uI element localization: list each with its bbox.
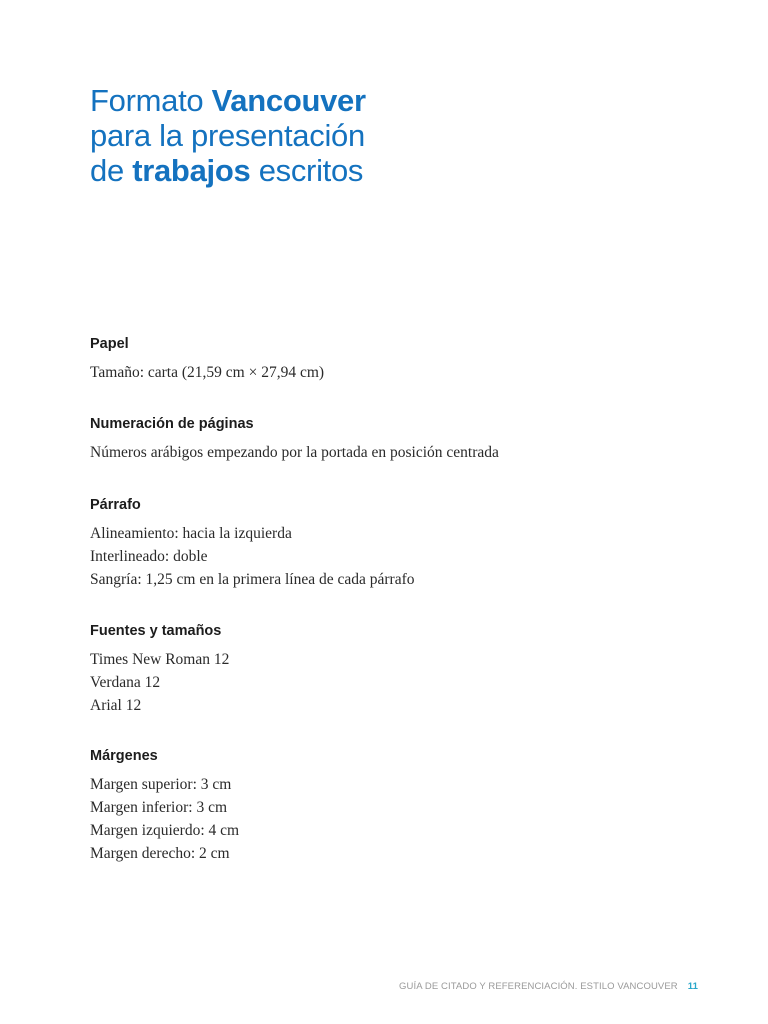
section-line: Alineamiento: hacia la izquierda [90,525,292,542]
section-body [90,441,710,464]
section-line: Sangría: 1,25 cm en la primera línea de cada párrafo [90,571,415,588]
title-line-2: para la presentación [90,118,365,153]
title-line-1 [90,83,690,118]
section-line: Margen superior: 3 cm [90,776,232,793]
section-heading: Papel [90,336,129,352]
section-fuentes [90,621,710,717]
section-line: Margen derecho: 2 cm [90,845,230,862]
page-title [90,83,690,188]
title-emphasis: trabajos [132,153,251,188]
section-line: Arial 12 [90,697,142,714]
section-heading: Numeración de páginas [90,416,254,432]
footer-text: GUÍA DE CITADO Y REFERENCIACIÓN. ESTILO VANCOUVER [399,981,678,992]
section-line: Margen inferior: 3 cm [90,799,228,816]
page-number: 11 [687,981,698,992]
section-line: Margen izquierdo: 4 cm [90,822,240,839]
section-numeracion [90,414,710,464]
section-heading: Párrafo [90,497,141,513]
section-body [90,648,710,717]
page-footer [399,981,698,992]
title-text: Formato [90,83,212,118]
section-line: Times New Roman 12 [90,651,230,668]
section-line: Interlineado: doble [90,548,208,565]
section-margenes [90,746,710,865]
section-parrafo [90,495,710,591]
section-line: Números arábigos empezando por la portada en posición centrada [90,444,499,461]
section-body [90,773,710,865]
section-line: Verdana 12 [90,674,161,691]
section-heading: Fuentes y tamaños [90,623,222,639]
title-text: escritos [250,153,364,188]
title-text: de [90,153,133,188]
section-papel [90,334,710,384]
title-line-3 [90,153,690,188]
title-emphasis: Vancouver [211,83,366,118]
section-body [90,522,710,591]
section-heading: Márgenes [90,748,158,764]
section-body [90,361,710,384]
section-line: Tamaño: carta (21,59 cm × 27,94 cm) [90,364,325,381]
